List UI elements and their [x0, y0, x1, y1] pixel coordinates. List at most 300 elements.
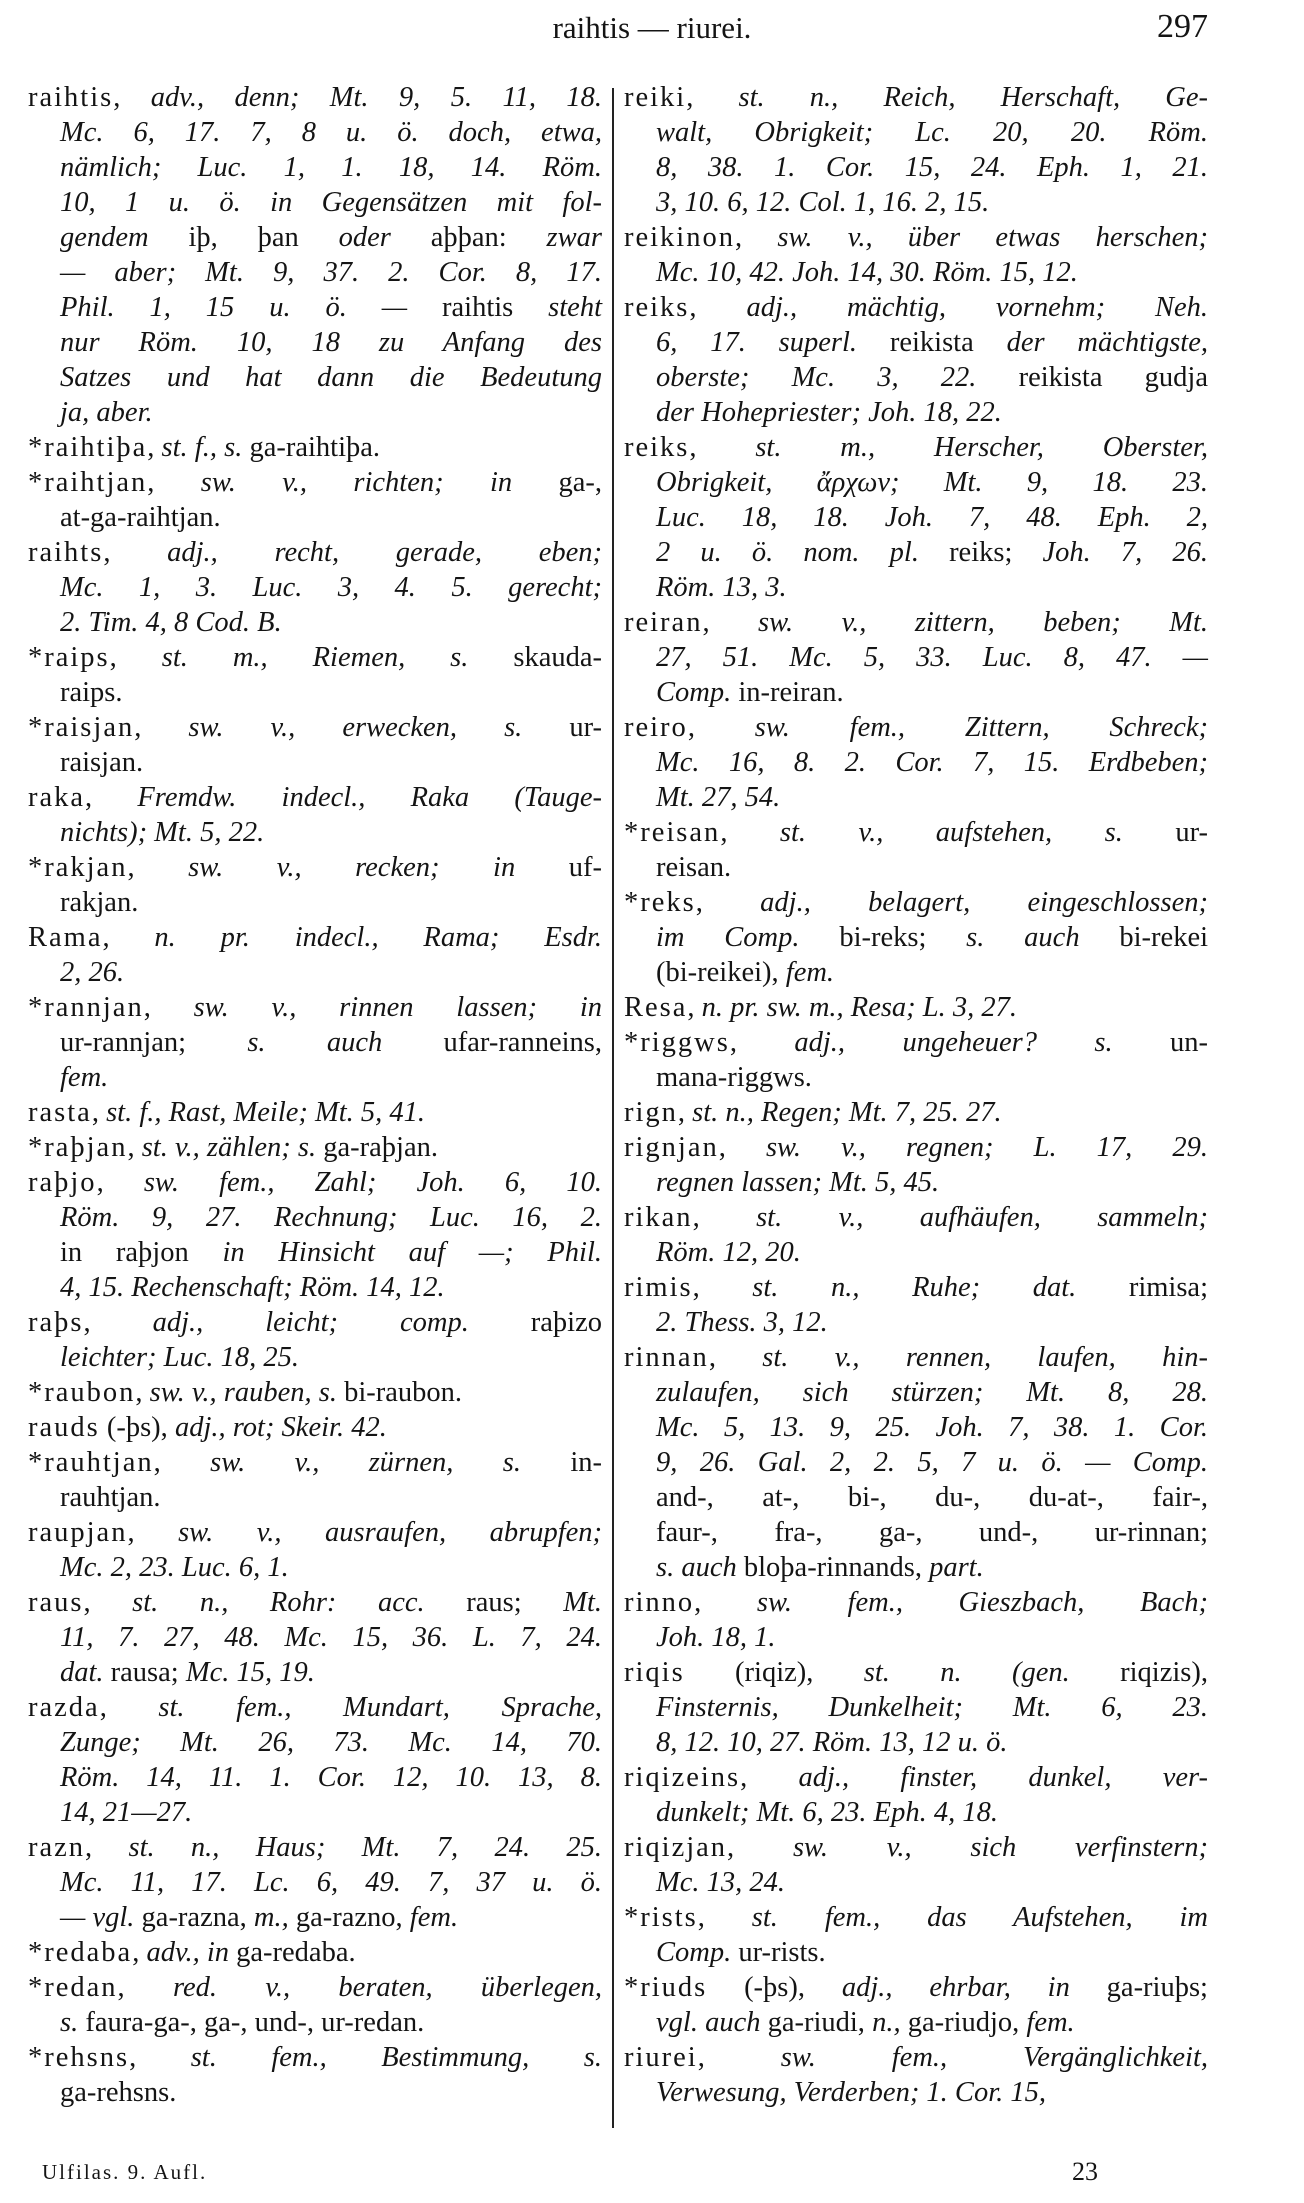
entry-line — [624, 1445, 1208, 1480]
italic-text: Finsternis, Dunkelheit; Mt. 6, 23. — [656, 1692, 1208, 1723]
roman-text: , — [697, 1902, 752, 1933]
italic-text: adj., recht, gerade, eben; — [167, 537, 602, 568]
page-number: 297 — [1157, 8, 1208, 45]
roman-text: , — [147, 432, 162, 463]
dictionary-entry — [624, 80, 1208, 220]
dictionary-entry — [624, 1900, 1208, 1970]
dictionary-entry — [28, 430, 602, 465]
italic-text: Mc. 15, 19. — [185, 1657, 315, 1688]
italic-text: ja, aber. — [60, 397, 153, 428]
dictionary-entry — [28, 780, 602, 850]
dictionary-entry — [624, 1340, 1208, 1585]
italic-text: adj., ungeheuer? s. — [794, 1027, 1170, 1058]
entry-line — [624, 1830, 1208, 1865]
dictionary-entry — [624, 1130, 1208, 1200]
italic-text: adv., in — [146, 1937, 237, 1968]
italic-text: leichter; Luc. 18, 25. — [60, 1342, 300, 1373]
roman-text: , — [96, 1167, 144, 1198]
italic-text: 10, 1 u. ö. in Gegensätzen mit fol- — [60, 187, 602, 218]
roman-text: , — [692, 1272, 753, 1303]
italic-text: 14, 21—27. — [60, 1797, 193, 1828]
roman-text: iþ, þan — [188, 222, 339, 253]
headword: *raþjan — [28, 1132, 128, 1163]
entry-line — [624, 1900, 1208, 1935]
italic-text: 2, 26. — [60, 957, 125, 988]
entry-line — [28, 360, 602, 395]
italic-text: Mc. 10, 42. Joh. 14, 30. Röm. 15, 12. — [656, 257, 1078, 288]
roman-text: , — [127, 852, 189, 883]
italic-text: st. n., Rohr: acc. — [132, 1587, 467, 1618]
italic-text: st. v., aufstehen, s. — [779, 817, 1176, 848]
italic-text: Röm. 9, 27. Rechnung; Luc. 16, 2. — [60, 1202, 602, 1233]
italic-text: st. n., Reich, Herschaft, Ge- — [738, 82, 1208, 113]
entry-line — [624, 430, 1208, 465]
italic-text: sw. v., sich verfinstern; — [792, 1832, 1208, 1863]
headword: rinno — [624, 1587, 695, 1618]
dictionary-entry — [624, 2040, 1208, 2110]
italic-text: adj., finster, dunkel, ver- — [798, 1762, 1209, 1793]
entry-line — [624, 780, 1208, 815]
roman-text: ur- — [569, 712, 602, 743]
dictionary-entry — [624, 990, 1208, 1025]
roman-text: ga-redaba. — [236, 1937, 356, 1968]
running-title: raihtis — riurei. — [552, 10, 752, 45]
italic-text: sw. v., rauben, s. — [149, 1377, 345, 1408]
headword: *riggws — [624, 1027, 730, 1058]
entry-line — [28, 1795, 602, 1830]
entry-line — [28, 1095, 602, 1130]
headword: Resa — [624, 992, 688, 1023]
italic-text: Mc. 16, 8. 2. Cor. 7, 15. Erdbeben; — [656, 747, 1208, 778]
roman-text: , — [687, 992, 702, 1023]
entry-line — [28, 1480, 602, 1515]
roman-text: , — [132, 1937, 147, 1968]
italic-text: st. f., Rast, Meile; Mt. 5, 41. — [106, 1097, 426, 1128]
italic-text: Mc. 5, 13. 9, 25. Joh. 7, 38. 1. Cor. — [656, 1412, 1208, 1443]
headword: riqis — [624, 1657, 685, 1688]
entry-line — [624, 570, 1208, 605]
running-header — [0, 6, 1304, 56]
italic-text: 2. Thess. 3, 12. — [656, 1307, 828, 1338]
roman-text: raþizo — [530, 1307, 602, 1338]
roman-text: raisjan. — [60, 747, 144, 778]
entry-line — [28, 1760, 602, 1795]
roman-text: , — [153, 1447, 211, 1478]
headword: rignjan — [624, 1132, 719, 1163]
headword: razn — [28, 1832, 86, 1863]
roman-text: , — [91, 1097, 107, 1128]
italic-text: n. pr. indecl., Rama; Esdr. — [154, 922, 603, 953]
entry-line — [624, 955, 1208, 990]
headword: Rama — [28, 922, 103, 953]
dictionary-entry — [28, 640, 602, 710]
italic-text: sw. v., zürnen, s. — [210, 1447, 571, 1478]
dictionary-entry — [28, 1970, 602, 2040]
italic-text: regnen lassen; Mt. 5, 45. — [656, 1167, 940, 1198]
entry-line — [28, 570, 602, 605]
entry-line — [28, 150, 602, 185]
roman-text: bloþa-rinnands, — [743, 1552, 930, 1583]
roman-text: , — [99, 1692, 159, 1723]
headword: raþjo — [28, 1167, 97, 1198]
entry-line — [624, 1165, 1208, 1200]
entry-line — [624, 220, 1208, 255]
dictionary-entry — [624, 290, 1208, 430]
italic-text: Verwesung, Verderben; 1. Cor. 15, — [656, 2077, 1046, 2108]
dictionary-entry — [28, 1305, 602, 1375]
entry-line — [28, 1445, 602, 1480]
entry-line — [28, 115, 602, 150]
sheet-number: 23 — [1072, 2157, 1098, 2186]
roman-text: , — [697, 2042, 781, 2073]
headword: reiks — [624, 432, 690, 463]
roman-text: riqizis), — [1120, 1657, 1208, 1688]
entry-line — [28, 955, 602, 990]
dictionary-entry — [624, 1970, 1208, 2040]
entry-line — [624, 360, 1208, 395]
headword: *raisjan — [28, 712, 135, 743]
roman-text: ga-razna, — [141, 1902, 254, 1933]
dictionary-entry — [28, 1165, 602, 1305]
italic-text: sw. v., über etwas herschen; — [777, 222, 1208, 253]
dictionary-entry — [624, 430, 1208, 605]
italic-text: oberste; Mc. 3, 22. — [656, 362, 1019, 393]
headword: raþs — [28, 1307, 84, 1338]
italic-text: sw. v., zittern, beben; Mt. — [758, 607, 1208, 638]
italic-text: 3, 10. 6, 12. Col. 1, 16. 2, 15. — [656, 187, 990, 218]
roman-text: , — [692, 1202, 757, 1233]
roman-text: at-ga-raihtjan. — [60, 502, 221, 533]
headword: rinnan — [624, 1342, 709, 1373]
headword: *reisan — [624, 817, 721, 848]
headword: *raubon — [28, 1377, 136, 1408]
italic-text: Joh. 18, 1. — [656, 1622, 776, 1653]
entry-line — [624, 290, 1208, 325]
roman-text: ur-rists. — [738, 1937, 826, 1968]
entry-line — [624, 255, 1208, 290]
dictionary-entry — [28, 1445, 602, 1515]
italic-text: 8, 38. 1. Cor. 15, 24. Eph. 1, 21. — [656, 152, 1208, 183]
headword: raihts — [28, 537, 104, 568]
entry-line — [624, 1410, 1208, 1445]
italic-text: nämlich; Luc. 1, 1. 18, 14. Röm. — [60, 152, 602, 183]
roman-text: , — [729, 1027, 795, 1058]
italic-text: im Comp. — [656, 922, 840, 953]
dictionary-entry — [28, 1410, 602, 1445]
italic-text: Joh. 7, 26. — [1042, 537, 1208, 568]
entry-line — [28, 1970, 602, 2005]
entry-line — [28, 535, 602, 570]
headword: *redan — [28, 1972, 118, 2003]
headword: reiro — [624, 712, 688, 743]
roman-text: , — [85, 782, 138, 813]
entry-line — [624, 2075, 1208, 2110]
roman-text: in raþjon — [60, 1237, 223, 1268]
roman-text: ga-raihtiþa. — [249, 432, 381, 463]
italic-text: Fremdw. indecl., Raka (Tauge- — [137, 782, 602, 813]
entry-line — [624, 1935, 1208, 1970]
entry-line — [28, 430, 602, 465]
italic-text: adj., mächtig, vornehm; Neh. — [746, 292, 1209, 323]
entry-line — [28, 990, 602, 1025]
roman-text: ga-raþjan. — [323, 1132, 438, 1163]
headword: raihtis — [28, 82, 114, 113]
roman-text: , — [689, 432, 756, 463]
dictionary-entry — [28, 1935, 602, 1970]
entry-line — [28, 885, 602, 920]
headword: reiki — [624, 82, 687, 113]
entry-line — [28, 1725, 602, 1760]
dictionary-entry — [624, 1655, 1208, 1760]
italic-text: s. auch — [966, 922, 1120, 953]
entry-line — [28, 1165, 602, 1200]
roman-text: un- — [1170, 1027, 1208, 1058]
entry-line — [28, 1620, 602, 1655]
entry-line — [28, 1270, 602, 1305]
entry-line — [624, 1970, 1208, 2005]
italic-text: st. fem., das Aufstehen, im — [751, 1902, 1209, 1933]
italic-text: Röm. 13, 3. — [656, 572, 787, 603]
entry-line — [28, 1410, 602, 1445]
italic-text: st. n., Ruhe; dat. — [752, 1272, 1129, 1303]
roman-text: , — [686, 82, 739, 113]
roman-text: uf- — [568, 852, 602, 883]
entry-line — [624, 1060, 1208, 1095]
entry-line — [624, 1515, 1208, 1550]
roman-text: , — [687, 712, 755, 743]
roman-text: , — [83, 1307, 153, 1338]
dictionary-entry — [624, 1830, 1208, 1900]
roman-text: in- — [570, 1447, 603, 1478]
italic-text: Phil. 1, 15 u. ö. — — [60, 292, 443, 323]
headword: reikinon — [624, 222, 735, 253]
entry-line — [624, 1690, 1208, 1725]
italic-text: 11, 7. 27, 48. Mc. 15, 36. L. 7, 24. — [60, 1622, 602, 1653]
headword: reiran — [624, 607, 703, 638]
roman-text: , — [113, 82, 151, 113]
italic-text: n., — [872, 2007, 908, 2038]
headword: razda — [28, 1692, 100, 1723]
italic-text: Satzes und hat dann die Bedeutung — [60, 362, 602, 393]
entry-line — [28, 2075, 602, 2110]
roman-text: rimisa; — [1128, 1272, 1208, 1303]
dictionary-entry — [28, 2040, 602, 2110]
headword: *rannjan — [28, 992, 144, 1023]
entry-line — [28, 80, 602, 115]
entry-line — [28, 780, 602, 815]
entry-line — [28, 1025, 602, 1060]
italic-text: gendem — [60, 222, 189, 253]
italic-text: Mc. 11, 17. Lc. 6, 49. 7, 37 u. ö. — [60, 1867, 602, 1898]
roman-text: raihtis — [442, 292, 549, 323]
entry-line — [28, 640, 602, 675]
italic-text: zulaufen, sich stürzen; Mt. 8, 28. — [656, 1377, 1208, 1408]
headword: rimis — [624, 1272, 693, 1303]
italic-text: sw. fem., Zahl; Joh. 6, 10. — [143, 1167, 603, 1198]
roman-text: (bi-reikei), — [656, 957, 786, 988]
entry-line — [624, 2005, 1208, 2040]
dictionary-entry — [28, 80, 602, 430]
entry-line — [624, 500, 1208, 535]
italic-text: dat. — [60, 1657, 111, 1688]
entry-line — [28, 1550, 602, 1585]
entry-line — [624, 115, 1208, 150]
dictionary-entry — [28, 1375, 602, 1410]
dictionary-entry — [624, 1585, 1208, 1655]
headword: *riuds — [624, 1972, 708, 2003]
italic-text: zwar — [546, 222, 602, 253]
roman-text: rausa; — [110, 1657, 186, 1688]
entry-line — [28, 1830, 602, 1865]
italic-text: adj., leicht; comp. — [152, 1307, 531, 1338]
italic-text: Röm. 14, 11. 1. Cor. 12, 10. 13, 8. — [60, 1762, 602, 1793]
roman-text: , — [694, 1587, 757, 1618]
roman-text: rauhtjan. — [60, 1482, 161, 1513]
italic-text: sw. v., regnen; L. 17, 29. — [765, 1132, 1208, 1163]
headword: *raips — [28, 642, 110, 673]
entry-line — [624, 535, 1208, 570]
dictionary-entry — [28, 1095, 602, 1130]
entry-line — [624, 1480, 1208, 1515]
entry-line — [624, 990, 1208, 1025]
entry-line — [28, 1585, 602, 1620]
roman-text: , — [147, 467, 201, 498]
column-divider — [612, 88, 614, 2128]
italic-text: sw. fem., Vergänglichkeit, — [780, 2042, 1208, 2073]
entry-line — [624, 2040, 1208, 2075]
roman-text: , — [708, 1342, 763, 1373]
entry-line — [624, 1340, 1208, 1375]
headword: rign — [624, 1097, 678, 1128]
headword: *redaba — [28, 1937, 133, 1968]
headword: raka — [28, 782, 86, 813]
italic-text: fem. — [60, 1062, 109, 1093]
italic-text: fem. — [1026, 2007, 1075, 2038]
entry-line — [28, 1900, 602, 1935]
headword: *rehsns — [28, 2042, 130, 2073]
entry-line — [28, 255, 602, 290]
dictionary-entry — [28, 850, 602, 920]
entry-line — [28, 1340, 602, 1375]
italic-text: Mc. 13, 24. — [656, 1867, 786, 1898]
roman-text: , — [103, 537, 168, 568]
italic-text: nur Röm. 10, 18 zu Anfang des — [60, 327, 602, 358]
italic-text: red. v., beraten, überlegen, — [172, 1972, 603, 2003]
italic-text: adj., rot; Skeir. 42. — [174, 1412, 387, 1443]
italic-text: 27, 51. Mc. 5, 33. Luc. 8, 47. — — [656, 642, 1208, 673]
italic-text: Mc. 2, 23. Luc. 6, 1. — [60, 1552, 289, 1583]
roman-text: ur- — [1175, 817, 1208, 848]
entry-line — [28, 745, 602, 780]
entry-line — [28, 185, 602, 220]
italic-text: sw. v., ausraufen, abrupfen; — [178, 1517, 603, 1548]
italic-text: Obrigkeit, ἄρχων; Mt. 9, 18. 23. — [656, 467, 1208, 498]
italic-text: st. f., s. — [161, 432, 250, 463]
entry-line — [624, 1725, 1208, 1760]
entry-line — [28, 290, 602, 325]
dictionary-entry — [28, 990, 602, 1095]
dictionary-entry — [624, 605, 1208, 710]
roman-text: , — [740, 1762, 799, 1793]
italic-text: fem. — [409, 1902, 459, 1933]
italic-text: 6, 17. superl. — [656, 327, 890, 358]
italic-text: 2. Tim. 4, 8 Cod. B. — [60, 607, 282, 638]
roman-text: , — [117, 1972, 173, 2003]
roman-text: ga-, — [558, 467, 603, 498]
entry-line — [28, 710, 602, 745]
headword: *raihtjan — [28, 467, 148, 498]
italic-text: s. auch — [247, 1027, 444, 1058]
italic-text: sw. v., richten; in — [200, 467, 559, 498]
italic-text: sw. v., rinnen lassen; in — [193, 992, 603, 1023]
italic-text: sw. v., recken; in — [188, 852, 569, 883]
entry-line — [28, 1060, 602, 1095]
entry-line — [624, 1585, 1208, 1620]
italic-text: — vgl. — [60, 1902, 142, 1933]
roman-text: ga-riuþs; — [1106, 1972, 1208, 2003]
dictionary-entry — [624, 1025, 1208, 1095]
entry-line — [28, 1515, 602, 1550]
italic-text: 9, 26. Gal. 2, 2. 5, 7 u. ö. — Comp. — [656, 1447, 1208, 1478]
entry-line — [28, 1375, 602, 1410]
roman-text: , — [134, 712, 189, 743]
entry-line — [624, 1200, 1208, 1235]
roman-text: , — [83, 1587, 133, 1618]
entry-line — [28, 1655, 602, 1690]
italic-text: sw. fem., Zittern, Schreck; — [754, 712, 1209, 743]
roman-text: (riqiz), — [684, 1657, 864, 1688]
italic-text: 2 u. ö. nom. pl. — [656, 537, 950, 568]
italic-text: Comp. — [656, 677, 739, 708]
italic-text: Röm. 12, 20. — [656, 1237, 801, 1268]
dictionary-entry — [28, 1830, 602, 1935]
roman-text: , — [677, 1097, 693, 1128]
roman-text: mana-riggws. — [656, 1062, 812, 1093]
italic-text: st. n. (gen. — [863, 1657, 1121, 1688]
dictionary-entry — [624, 885, 1208, 990]
dictionary-entry — [28, 710, 602, 780]
entry-line — [624, 850, 1208, 885]
roman-text: reiks; — [949, 537, 1043, 568]
entry-line — [624, 675, 1208, 710]
entry-line — [624, 815, 1208, 850]
entry-line — [624, 1235, 1208, 1270]
italic-text: der mächtigste, — [1006, 327, 1208, 358]
roman-text: , — [127, 1517, 179, 1548]
entry-line — [624, 185, 1208, 220]
entry-line — [28, 605, 602, 640]
roman-text: , — [695, 887, 761, 918]
roman-text: , — [734, 222, 778, 253]
roman-text: in-reiran. — [738, 677, 844, 708]
roman-text: , — [143, 992, 194, 1023]
headword: *rists — [624, 1902, 698, 1933]
roman-text: , — [135, 1377, 150, 1408]
page-footer — [0, 2157, 1304, 2196]
headword: reiks — [624, 292, 690, 323]
entry-line — [624, 1760, 1208, 1795]
italic-text: st. fem., Bestimmung, s. — [190, 2042, 603, 2073]
italic-text: dunkelt; Mt. 6, 23. Eph. 4, 18. — [656, 1797, 998, 1828]
italic-text: Mt. 27, 54. — [656, 782, 781, 813]
entry-line — [28, 2040, 602, 2075]
roman-text: ga-riudi, — [767, 2007, 873, 2038]
italic-text: der Hohepriester; Joh. 18, 22. — [656, 397, 1002, 428]
italic-text: 8, 12. 10, 27. Röm. 13, 12 u. ö. — [656, 1727, 1008, 1758]
italic-text: n. pr. sw. m., Resa; L. 3, 27. — [701, 992, 1018, 1023]
headword: raupjan — [28, 1517, 128, 1548]
italic-text: st. m., Herscher, Oberster, — [755, 432, 1208, 463]
